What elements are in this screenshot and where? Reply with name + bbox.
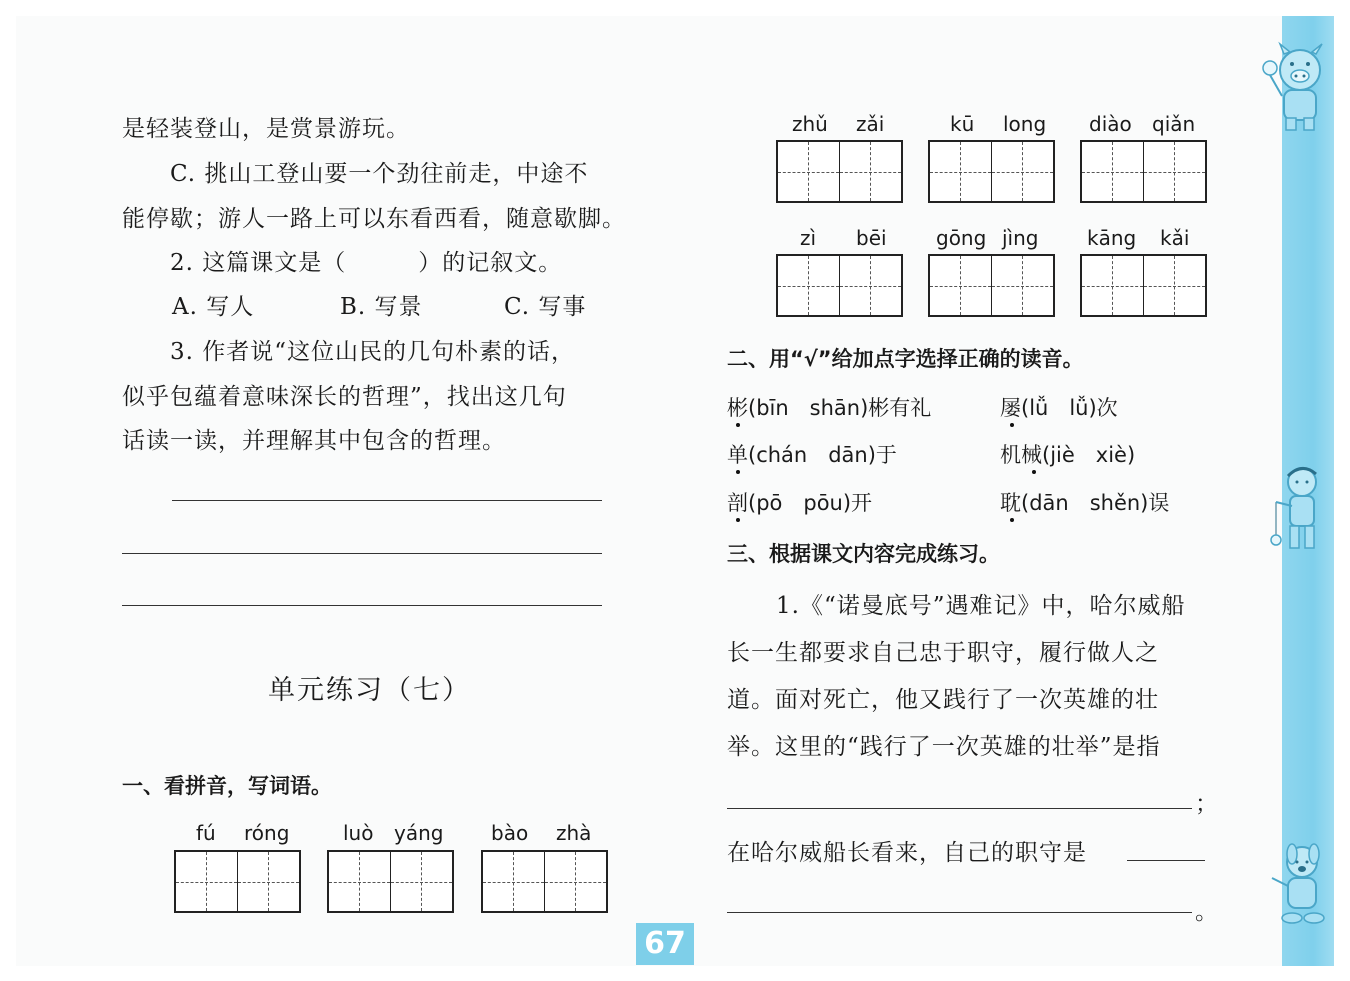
page-number: 67 xyxy=(636,923,694,965)
dog-mascot-icon xyxy=(1262,840,1334,936)
pinyin-label: bēi xyxy=(856,226,887,250)
pinyin-label: gōng xyxy=(936,226,987,250)
option-b: B. 写景 xyxy=(340,294,423,320)
emphasis-dot xyxy=(736,518,740,522)
pinyin-label: luò xyxy=(343,821,374,845)
emphasis-dot xyxy=(1010,423,1014,427)
text-line: 能停歇；游人一路上可以东看西看，随意歇脚。 xyxy=(122,206,626,232)
answer-line[interactable] xyxy=(172,500,602,501)
text-line: 似乎包蕴着意味深长的哲理”，找出这几句 xyxy=(122,384,567,410)
answer-line[interactable] xyxy=(122,553,602,554)
pronunciation-item[interactable]: 屡(lǚ lǚ)次 xyxy=(1000,396,1118,420)
text-line: 在哈尔威船长看来，自己的职守是 xyxy=(727,840,1087,866)
pinyin-label: zhǔ xyxy=(792,112,828,136)
text-line: 话读一读，并理解其中包含的哲理。 xyxy=(122,428,506,454)
semicolon: ； xyxy=(1195,791,1219,817)
pinyin-label: zǎi xyxy=(856,112,885,136)
pronunciation-item[interactable]: 耽(dān shěn)误 xyxy=(1000,491,1170,515)
pinyin-label: kǎi xyxy=(1160,226,1190,250)
text-line: 长一生都要求自己忠于职守，履行做人之 xyxy=(727,640,1159,666)
text-line: C. 挑山工登山要一个劲往前走，中途不 xyxy=(170,161,589,187)
pronunciation-item[interactable]: 彬(bīn shān)彬有礼 xyxy=(727,396,932,420)
pinyin-label: bào xyxy=(491,821,529,845)
text-line: 举。这里的“践行了一次英雄的壮举”是指 xyxy=(727,734,1161,760)
option-c: C. 写事 xyxy=(504,294,587,320)
writing-grid[interactable] xyxy=(327,850,454,913)
period: 。 xyxy=(1195,899,1219,925)
writing-grid[interactable] xyxy=(174,850,301,913)
pinyin-label: kāng xyxy=(1087,226,1137,250)
text-line: 道。面对死亡，他又践行了一次英雄的壮 xyxy=(727,687,1159,713)
answer-line[interactable] xyxy=(1127,860,1205,861)
pinyin-label: fú xyxy=(196,821,216,845)
writing-grid[interactable] xyxy=(776,140,903,203)
pinyin-label: diào xyxy=(1089,112,1132,136)
emphasis-dot xyxy=(736,423,740,427)
pinyin-label: kū xyxy=(950,112,975,136)
pig-mascot-icon xyxy=(1256,40,1334,136)
pinyin-label: qiǎn xyxy=(1152,112,1196,136)
text-line: 1.《“诺曼底号”遇难记》中，哈尔威船 xyxy=(776,593,1186,619)
pronunciation-item[interactable]: 剖(pō pōu)开 xyxy=(727,491,873,515)
question-3: 3. 作者说“这位山民的几句朴素的话， xyxy=(170,339,576,365)
option-a: A. 写人 xyxy=(172,294,255,320)
writing-grid[interactable] xyxy=(481,850,608,913)
kid-yoyo-mascot-icon xyxy=(1262,462,1334,558)
unit-title: 单元练习（七） xyxy=(268,675,471,706)
pinyin-label: róng xyxy=(244,821,290,845)
writing-grid[interactable] xyxy=(928,254,1055,317)
section-3-heading: 三、根据课文内容完成练习。 xyxy=(727,542,1000,566)
writing-grid[interactable] xyxy=(1080,254,1207,317)
writing-grid[interactable] xyxy=(928,140,1055,203)
emphasis-dot xyxy=(1010,518,1014,522)
writing-grid[interactable] xyxy=(776,254,903,317)
emphasis-dot xyxy=(736,470,740,474)
pinyin-label: jìng xyxy=(1002,226,1039,250)
question-2: 2. 这篇课文是（ ）的记叙文。 xyxy=(170,250,563,276)
section-2-heading: 二、用“√”给加点字选择正确的读音。 xyxy=(727,347,1084,371)
text-line: 是轻装登山，是赏景游玩。 xyxy=(122,116,410,142)
emphasis-dot xyxy=(1032,470,1036,474)
pronunciation-item[interactable]: 机械(jiè xiè) xyxy=(1000,443,1136,467)
pinyin-label: long xyxy=(1003,112,1047,136)
pinyin-label: yáng xyxy=(394,821,444,845)
pinyin-label: zì xyxy=(800,226,817,250)
pronunciation-item[interactable]: 单(chán dān)于 xyxy=(727,443,897,467)
answer-line[interactable] xyxy=(122,605,602,606)
answer-line[interactable] xyxy=(727,912,1192,913)
answer-line[interactable] xyxy=(727,808,1192,809)
writing-grid[interactable] xyxy=(1080,140,1207,203)
section-1-heading: 一、看拼音，写词语。 xyxy=(122,774,332,798)
pinyin-label: zhà xyxy=(556,821,592,845)
